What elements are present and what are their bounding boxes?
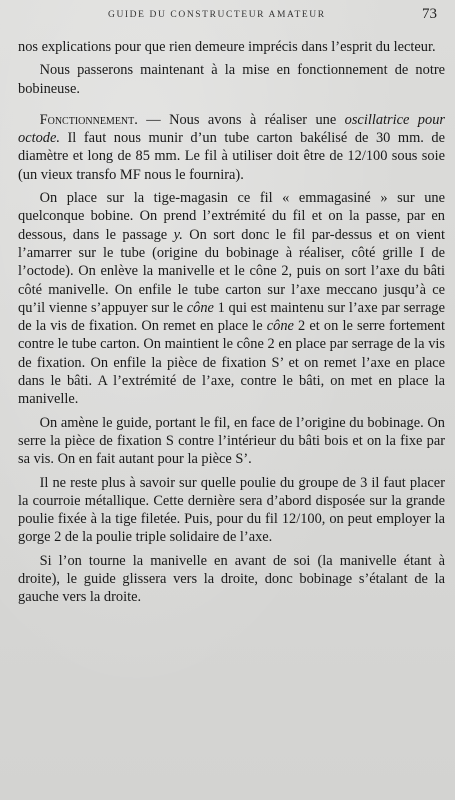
text-span: 2 et on le serre fortement contre le tube carton. On maintient le cône 2 en place par serrage de la vis de fixation. On enfile la pièce de fixation S’ et on remet l’axe en place dans le bâti. A l’extrémité de l’axe, contre le bâti, on met en place la manivelle. — [18, 318, 445, 408]
text-span: On sort donc le fil par-dessus et on vient l’amarrer sur le tube (origine du bobinage à réaliser, côté grille I de l’octode). On enlève la manivelle et le cône 2, puis on sort l’axe du bâti côté manivelle. On enfile le tube carton sur l’axe meccano jusqu’à ce qu’il vienne s’appuyer sur le — [18, 226, 445, 316]
paragraph-fonctionnement — [18, 111, 445, 184]
paragraph-transition: Nous passerons maintenant à la mise en fonctionnement de notre bobineuse. — [18, 62, 445, 97]
body-text — [18, 38, 445, 607]
text-span: 1 qui est maintenu sur l’axe par serrage de la vis de fixation. On remet en place le — [18, 299, 445, 335]
emphasis-oscillatrice: oscillatrice pour octode. — [18, 111, 445, 147]
emphasis-cone-1: cône — [186, 299, 214, 316]
emphasis-y: y. — [173, 226, 183, 243]
running-head — [18, 6, 445, 24]
text-span: — Nous avons à réaliser une — [137, 111, 345, 128]
paragraph-guide: On amène le guide, portant le fil, en face de l’origine du bobinage. On serre la pièce de fixation S contre l’intérieur du bâti bois et on la fixe par sa vis. On en fait autant pour la pièce S’. — [18, 414, 445, 468]
section-heading: Fonctionnement. — [39, 111, 138, 128]
page-number: 73 — [422, 6, 437, 22]
emphasis-cone-2: cône — [266, 318, 294, 335]
text-span: Il faut nous munir d’un tube carton bakélisé de 30 mm. de diamètre et long de 85 mm. Le fil à utiliser doit être de 12/100 sous soie (un vieux transfo MF nous le fournira). — [18, 130, 445, 183]
paragraph-manivelle: Si l’on tourne la manivelle en avant de soi (la manivelle étant à droite), le guide glissera vers la droite, donc bobinage s’étalant de la gauche vers la droite. — [18, 552, 445, 606]
paragraph-poulie: Il ne reste plus à savoir sur quelle poulie du groupe de 3 il faut placer la courroie métallique. Cette dernière sera d’abord disposée sur la grande poulie fixée à la tige filetée. Puis, pour du fil 12/100, on peut employer la gorge 2 de la poulie triple solidaire de l’axe. — [18, 474, 445, 546]
paragraph-procedure — [18, 189, 445, 409]
text-span: On place sur la tige-magasin ce fil « emmagasiné » sur une quelconque bobine. On prend l’extrémité du fil et on la passe, par en dessous, dans le passage — [18, 190, 445, 243]
paragraph-continuation: nos explications pour que rien demeure imprécis dans l’esprit du lecteur. — [18, 39, 436, 55]
running-title: GUIDE DU CONSTRUCTEUR AMATEUR — [108, 10, 326, 20]
